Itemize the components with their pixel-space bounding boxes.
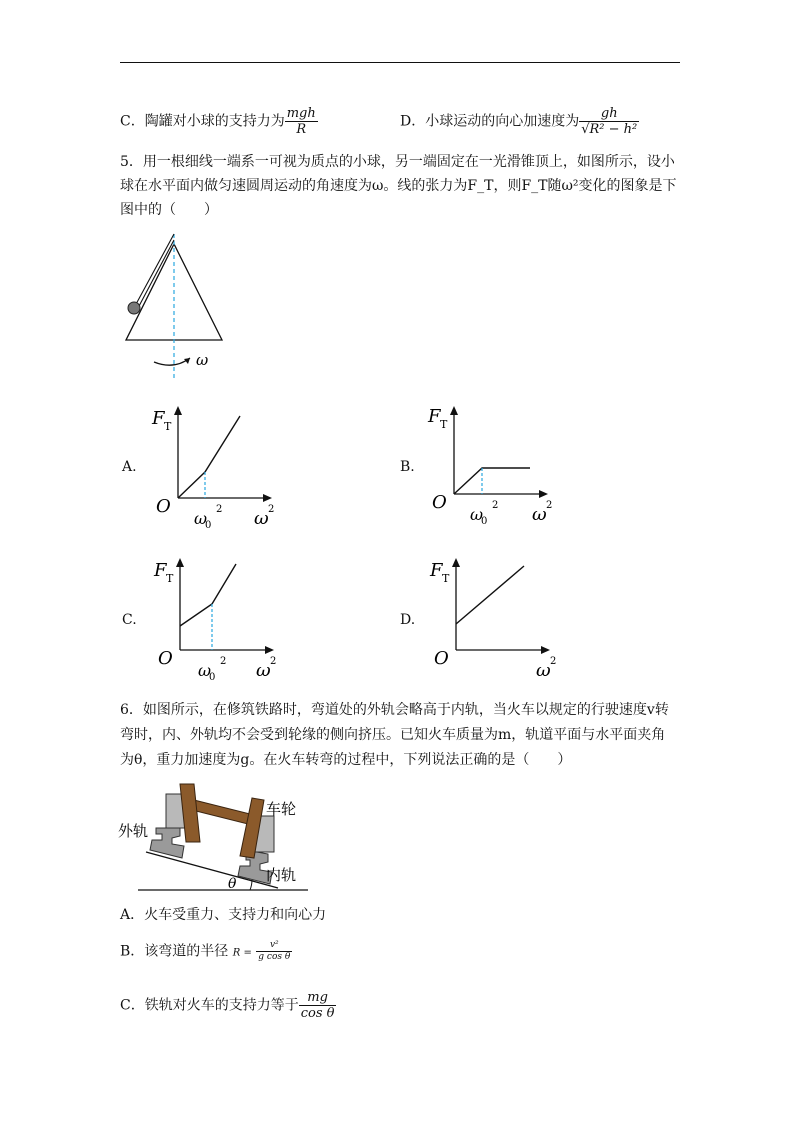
graph-b-mark-sub: 0 xyxy=(481,516,488,527)
q4-option-c xyxy=(120,106,318,137)
q4-option-c-text: C．陶罐对小球的支持力为 xyxy=(120,113,285,130)
graph-d-y-axis-label: F xyxy=(430,560,443,581)
q5-option-c-label: C. xyxy=(122,612,137,628)
q6-rail-figure xyxy=(118,776,318,898)
theta-label: θ xyxy=(228,876,237,892)
outer-flange xyxy=(180,784,200,842)
q4-option-d xyxy=(400,106,639,137)
q4-option-d-fraction xyxy=(579,106,639,137)
graph-d-origin: O xyxy=(434,648,449,669)
graph-a-x-axis-label: ω xyxy=(254,508,269,529)
graph-c-y-axis-label: F xyxy=(154,560,167,581)
header-rule xyxy=(120,62,680,63)
graph-d-y-axis-sub: T xyxy=(442,572,450,585)
graph-c-origin: O xyxy=(158,648,173,669)
wheel-label: 车轮 xyxy=(266,800,297,818)
graph-a-mark-sub: 0 xyxy=(205,520,212,530)
q6-option-c-fraction xyxy=(299,990,337,1021)
q6-line-2: 弯时，内、外轨均不会受到轮缘的侧向挤压。已知火车质量为m，轨道平面与水平面夹角 xyxy=(120,727,666,743)
q6-option-c-numerator: mg xyxy=(299,990,337,1006)
outer-rail xyxy=(150,828,184,858)
q5-line-3: 图中的（ ） xyxy=(120,202,218,218)
graph-a-origin: O xyxy=(156,496,171,517)
graph-c-curve xyxy=(180,564,236,626)
q4-option-c-fraction xyxy=(285,106,318,137)
graph-b-mark-sup: 2 xyxy=(492,500,499,511)
graph-b-y-axis-label: F xyxy=(428,406,441,427)
theta-arc xyxy=(250,880,252,890)
q6-option-c xyxy=(120,990,336,1021)
q6-line-1: 6．如图所示，在修筑铁路时，弯道处的外轨会略高于内轨，当火车以规定的行驶速度v转 xyxy=(120,702,669,718)
graph-b-curve xyxy=(454,468,530,494)
q5-line-1: 5．用一根细线一端系一可视为质点的小球，另一端固定在一光滑锥顶上，如图所示，设小 xyxy=(120,154,675,170)
q5-option-d-label: D. xyxy=(400,612,416,628)
q4-option-d-denominator: √R² − h² xyxy=(581,122,638,137)
graph-d-x-axis-label: ω xyxy=(536,660,551,681)
q6-option-b-fraction xyxy=(256,940,292,963)
graph-c-mark: ω xyxy=(198,661,212,680)
graph-c-y-axis-sub: T xyxy=(166,572,174,585)
q6-option-b-formula-left: R = xyxy=(232,947,252,959)
graph-b-mark: ω xyxy=(470,505,484,524)
graph-a-y-axis-sub: T xyxy=(164,420,172,433)
q6-option-a: A．火车受重力、支持力和向心力 xyxy=(120,907,327,923)
q6-option-b xyxy=(120,940,292,964)
graph-a-y-axis-label: F xyxy=(152,408,165,429)
graph-c-mark-sup: 2 xyxy=(220,656,227,667)
q5-line-2: 球在水平面内做匀速圆周运动的角速度为ω。线的张力为F_T，则F_T随ω²变化的图象是下 xyxy=(120,178,677,194)
graph-a-curve xyxy=(178,416,240,498)
graph-d-curve xyxy=(456,566,524,624)
q5-graph-b xyxy=(426,400,566,530)
q6-line-3: 为θ，重力加速度为g。在火车转弯的过程中，下列说法正确的是（ ） xyxy=(120,752,572,768)
graph-c-mark-sub: 0 xyxy=(209,672,216,682)
q4-option-d-numerator: gh xyxy=(579,106,639,122)
q5-cone-figure xyxy=(118,226,238,381)
q6-option-b-denominator: g cos θ xyxy=(258,952,291,962)
q4-option-c-numerator: mgh xyxy=(286,106,316,121)
graph-d-x-axis-sup: 2 xyxy=(550,656,557,667)
inner-rail-label: 内轨 xyxy=(266,866,297,884)
string-line-inner xyxy=(138,240,174,308)
q5-graph-d xyxy=(428,552,568,682)
string-line-outer xyxy=(135,234,174,306)
q5-option-a-label: A. xyxy=(122,459,137,475)
q4-option-c-denominator: R xyxy=(296,122,307,137)
q5-option-b-label: B. xyxy=(400,459,415,475)
graph-b-y-axis-sub: T xyxy=(440,418,448,431)
graph-b-origin: O xyxy=(432,492,447,513)
graph-b-x-axis-sup: 2 xyxy=(546,500,553,511)
omega-label: ω xyxy=(196,351,209,369)
q5-graph-a xyxy=(150,400,290,530)
q5-graph-c xyxy=(152,552,292,682)
q6-option-b-numerator: v² xyxy=(256,940,292,952)
q6-option-c-text: C．铁轨对火车的支持力等于 xyxy=(120,997,299,1014)
graph-a-x-axis-sup: 2 xyxy=(268,504,275,515)
graph-c-x-axis-label: ω xyxy=(256,660,271,681)
graph-a-mark: ω xyxy=(194,509,208,528)
graph-b-x-axis-label: ω xyxy=(532,504,547,525)
q4-option-d-text: D．小球运动的向心加速度为 xyxy=(400,113,580,130)
q6-option-c-denominator: cos θ xyxy=(300,1006,335,1021)
ball xyxy=(128,302,140,314)
graph-a-mark-sup: 2 xyxy=(216,504,223,515)
q6-option-b-text: B．该弯道的半径 xyxy=(120,943,229,960)
graph-c-x-axis-sup: 2 xyxy=(270,656,277,667)
outer-rail-label: 外轨 xyxy=(118,822,149,840)
